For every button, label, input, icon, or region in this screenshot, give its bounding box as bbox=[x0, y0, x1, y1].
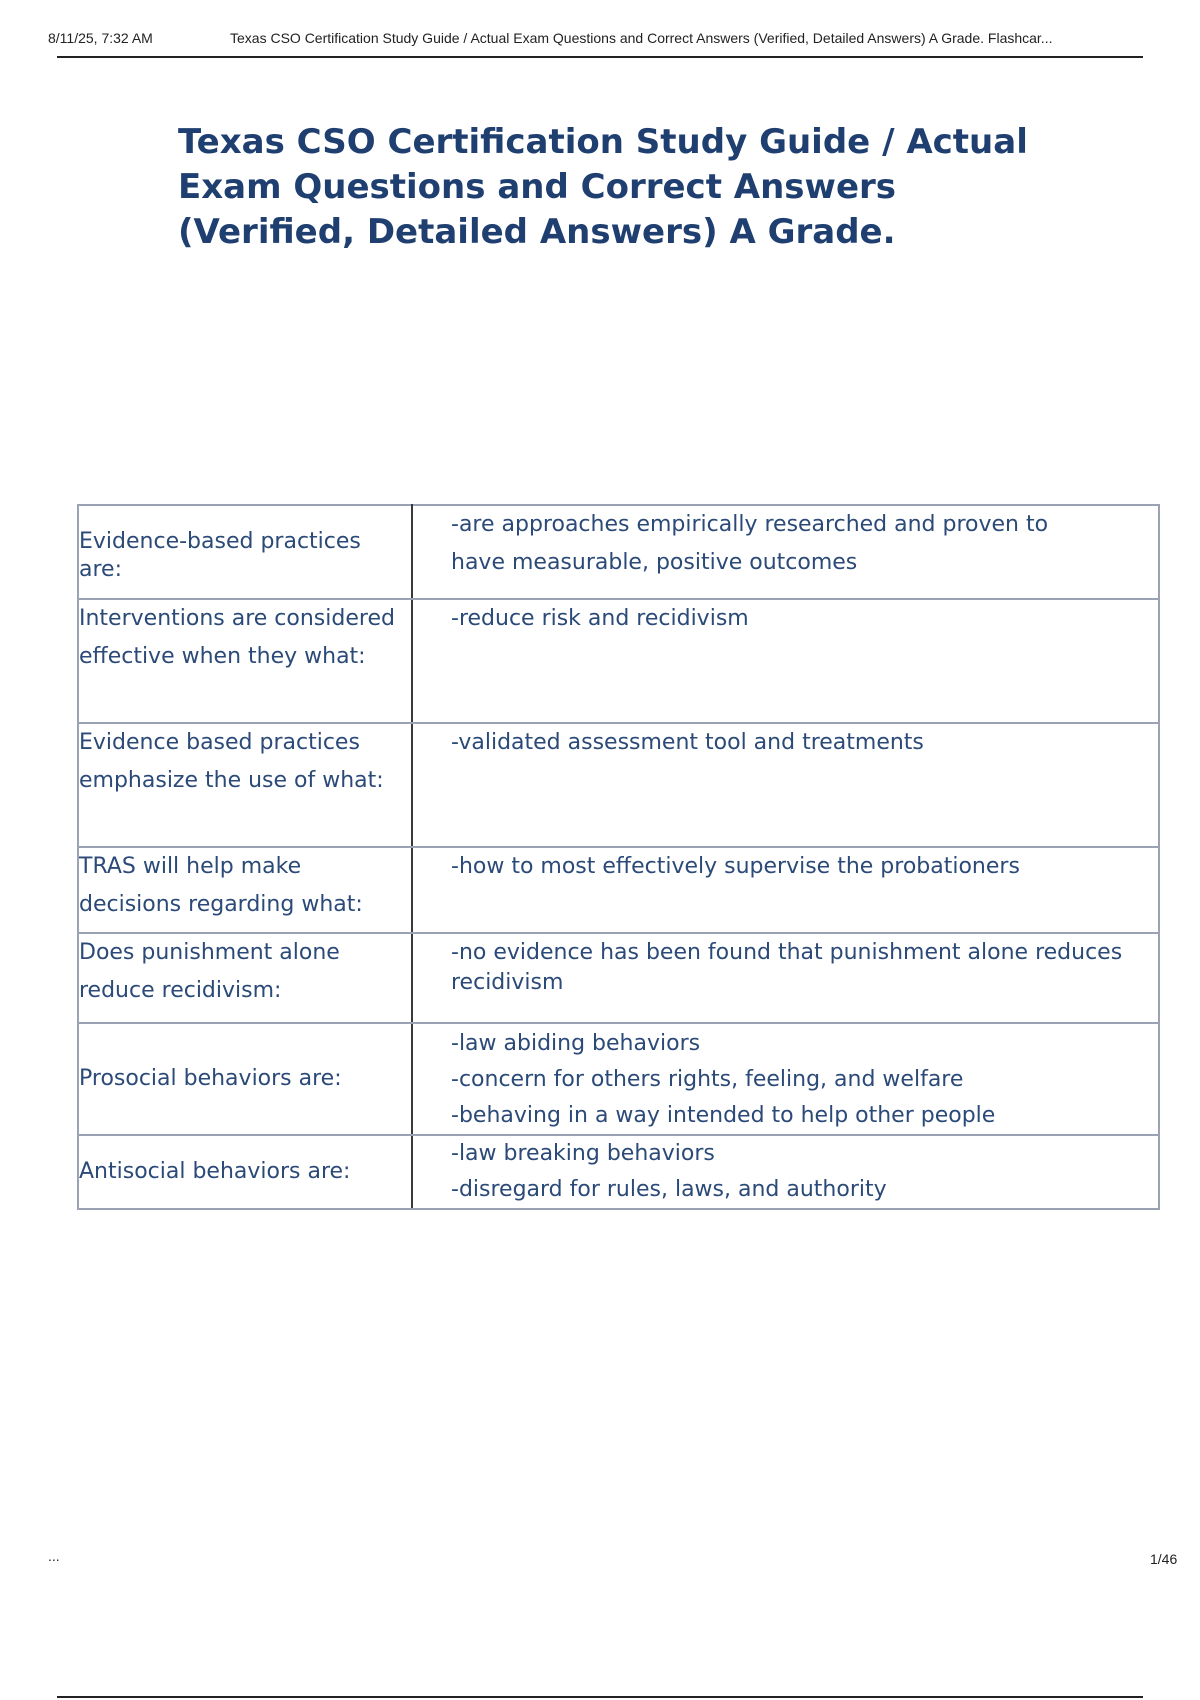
question-cell: Does punishment alone reduce recidivism: bbox=[78, 933, 412, 1023]
answer-line: -no evidence has been found that punishment alone reduces recidivism bbox=[451, 940, 1123, 995]
table-row bbox=[78, 1135, 1159, 1209]
qa-table bbox=[77, 504, 1160, 1210]
question-cell: Antisocial behaviors are: bbox=[78, 1135, 412, 1209]
table-row bbox=[78, 847, 1159, 933]
question-cell: Evidence-based practices are: bbox=[78, 505, 412, 599]
table-row bbox=[78, 1023, 1159, 1135]
answer-line: -law breaking behaviors bbox=[451, 1141, 715, 1166]
answer-cell bbox=[412, 933, 1159, 1023]
answer-line: -are approaches empirically researched and proven to bbox=[451, 512, 1049, 537]
answer-line: -concern for others rights, feeling, and welfare bbox=[451, 1067, 964, 1092]
answer-line: -behaving in a way intended to help other people bbox=[451, 1103, 996, 1128]
answer-cell bbox=[412, 599, 1159, 723]
print-date: 8/11/25, 7:32 AM bbox=[48, 30, 153, 46]
answer-cell bbox=[412, 723, 1159, 847]
answer-cell bbox=[412, 505, 1159, 599]
table-row bbox=[78, 933, 1159, 1023]
answer-cell bbox=[412, 1135, 1159, 1209]
answer-line: -disregard for rules, laws, and authority bbox=[451, 1177, 887, 1202]
question-cell: Interventions are considered effective when they what: bbox=[78, 599, 412, 723]
question-cell: Prosocial behaviors are: bbox=[78, 1023, 412, 1135]
print-header bbox=[48, 28, 1168, 58]
print-header-title: Texas CSO Certification Study Guide / Actual Exam Questions and Correct Answers (Verified, Detailed Answers) A Grade. Flashcar... bbox=[230, 30, 1053, 46]
question-cell: Evidence based practices emphasize the use of what: bbox=[78, 723, 412, 847]
table-row bbox=[78, 599, 1159, 723]
answer-line: have measurable, positive outcomes bbox=[451, 550, 858, 575]
question-cell: TRAS will help make decisions regarding what: bbox=[78, 847, 412, 933]
footer-rule bbox=[57, 1696, 1143, 1698]
table-row bbox=[78, 505, 1159, 599]
header-rule bbox=[57, 56, 1143, 58]
answer-cell bbox=[412, 1023, 1159, 1135]
answer-line: -law abiding behaviors bbox=[451, 1031, 701, 1056]
table-row bbox=[78, 723, 1159, 847]
page-number: 1/46 bbox=[1150, 1551, 1178, 1567]
answer-line: -reduce risk and recidivism bbox=[451, 606, 749, 631]
answer-line: -validated assessment tool and treatments bbox=[451, 730, 924, 755]
document-title: Texas CSO Certification Study Guide / Actual Exam Questions and Correct Answers (Verified, Detailed Answers) A Grade. bbox=[178, 122, 1028, 252]
footer-ellipsis: ... bbox=[48, 1548, 60, 1564]
answer-line: -how to most effectively supervise the probationers bbox=[451, 854, 1020, 879]
answer-cell bbox=[412, 847, 1159, 933]
